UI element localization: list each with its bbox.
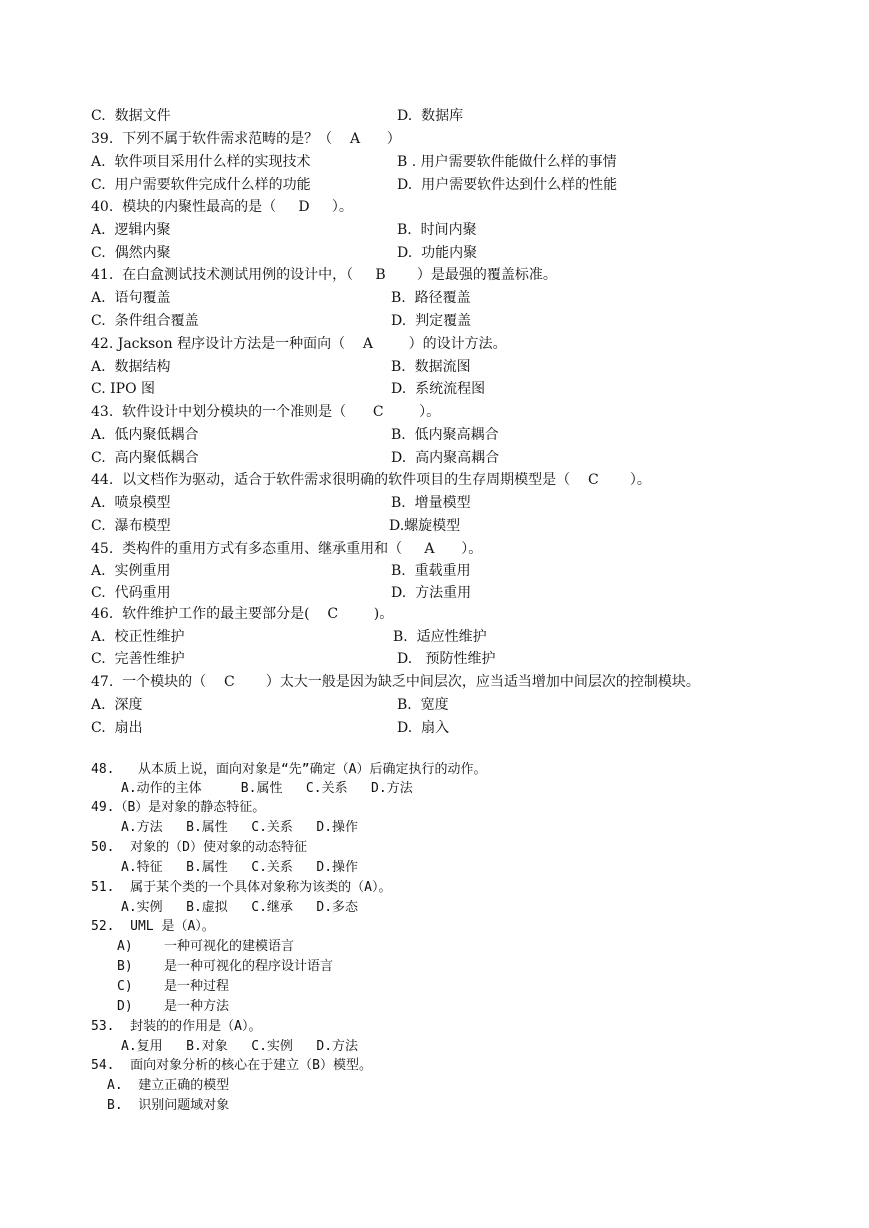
option-d: D. 判定覆盖 xyxy=(391,313,472,329)
option-c: C. 高内聚低耦合 xyxy=(91,450,199,466)
option-b: B. 数据流图 xyxy=(391,359,471,375)
option-b: B. 宽度 xyxy=(397,697,449,713)
option-c: C. 扇出 xyxy=(91,720,143,736)
options-53: A.复用 B.对象 C.实例 D.方法 xyxy=(121,1039,359,1054)
option-c: C. 条件组合覆盖 xyxy=(91,313,199,329)
option-a: A) 一种可视化的建模语言 xyxy=(117,939,294,954)
option-b: B. 增量模型 xyxy=(391,495,471,511)
option-b: B. 识别问题域对象 xyxy=(107,1098,230,1113)
option-a: A. 低内聚低耦合 xyxy=(91,427,199,443)
option-b: B. 低内聚高耦合 xyxy=(391,427,499,443)
options-48: A.动作的主体 B.属性 C.关系 D.方法 xyxy=(121,781,413,796)
option-c: C. 瀑布模型 xyxy=(91,518,171,534)
option-a: A. 语句覆盖 xyxy=(91,290,171,306)
question-53: 53. 封装的的作用是（A）。 xyxy=(91,1019,262,1034)
question-44: 44. 以文档作为驱动，适合于软件需求很明确的软件项目的生存周期模型是（ C ）。 xyxy=(91,472,651,488)
option-c: C. 完善性维护 xyxy=(91,651,185,667)
option-c: C) 是一种过程 xyxy=(117,979,229,994)
question-46: 46. 软件维护工作的最主要部分是( C )。 xyxy=(91,606,394,622)
question-43: 43. 软件设计中划分模块的一个准则是（ C ）。 xyxy=(91,404,441,420)
question-52: 52. UML 是（A）。 xyxy=(91,919,215,934)
option-c: C. 代码重用 xyxy=(91,585,171,601)
options-49: A.方法 B.属性 C.关系 D.操作 xyxy=(121,820,359,835)
option-a: A. 逻辑内聚 xyxy=(91,222,171,238)
question-42: 42. Jackson 程序设计方法是一种面向（ A ）的设计方法。 xyxy=(91,336,507,352)
option-d: D. 方法重用 xyxy=(391,585,472,601)
option-d: D.螺旋模型 xyxy=(389,518,461,534)
question-47: 47. 一个模块的（ C ）太大一般是因为缺乏中间层次，应当适当增加中间层次的控制模块。 xyxy=(91,674,700,690)
option-d: D. 功能内聚 xyxy=(397,245,478,261)
option-d: D. 数据库 xyxy=(397,108,464,124)
option-c: C. 用户需要软件完成什么样的功能 xyxy=(91,177,311,193)
option-b: B. 时间内聚 xyxy=(397,222,477,238)
options-50: A.特征 B.属性 C.关系 D.操作 xyxy=(121,860,359,875)
option-b: B. 路径覆盖 xyxy=(391,290,471,306)
question-40: 40. 模块的内聚性最高的是（ D ）。 xyxy=(91,199,353,215)
question-45: 45. 类构件的重用方式有多态重用、继承重用和（ A ）。 xyxy=(91,541,483,557)
option-a: A. 数据结构 xyxy=(91,359,171,375)
option-a: A. 喷泉模型 xyxy=(91,495,171,511)
question-48: 48. 从本质上说，面向对象是“先”确定（A）后确定执行的动作。 xyxy=(91,762,487,777)
option-c: C. IPO 图 xyxy=(91,381,155,397)
option-b: B. 适应性维护 xyxy=(393,629,487,645)
question-39: 39. 下列不属于软件需求范畴的是？（ A ） xyxy=(91,131,401,147)
option-d: D. 用户需要软件达到什么样的性能 xyxy=(397,177,618,193)
question-49: 49.（B）是对象的静态特征。 xyxy=(91,800,266,815)
option-a: A. 校正性维护 xyxy=(91,629,185,645)
option-a: A. 软件项目采用什么样的实现技术 xyxy=(91,154,311,170)
question-41: 41. 在白盒测试技术测试用例的设计中，（ B ）是最强的覆盖标准。 xyxy=(91,267,557,283)
option-b: B) 是一种可视化的程序设计语言 xyxy=(117,959,333,974)
option-b: B . 用户需要软件能做什么样的事情 xyxy=(397,154,617,170)
option-d: D. 扇入 xyxy=(397,720,450,736)
option-d: D. 预防性维护 xyxy=(397,651,496,667)
option-a: A. 深度 xyxy=(91,697,143,713)
option-d: D. 高内聚高耦合 xyxy=(391,450,500,466)
question-51: 51. 属于某个类的一个具体对象称为该类的（A）。 xyxy=(91,880,392,895)
question-50: 50. 对象的（D）使对象的动态特征 xyxy=(91,840,307,855)
option-d: D) 是一种方法 xyxy=(117,999,229,1014)
option-c: C. 偶然内聚 xyxy=(91,245,171,261)
option-d: D. 系统流程图 xyxy=(391,381,486,397)
question-54: 54. 面向对象分析的核心在于建立（B）模型。 xyxy=(91,1058,372,1073)
option-c: C. 数据文件 xyxy=(91,108,171,124)
option-b: B. 重载重用 xyxy=(391,563,471,579)
option-a: A. 实例重用 xyxy=(91,563,171,579)
option-a: A. 建立正确的模型 xyxy=(107,1078,230,1093)
options-51: A.实例 B.虚拟 C.继承 D.多态 xyxy=(121,900,359,915)
